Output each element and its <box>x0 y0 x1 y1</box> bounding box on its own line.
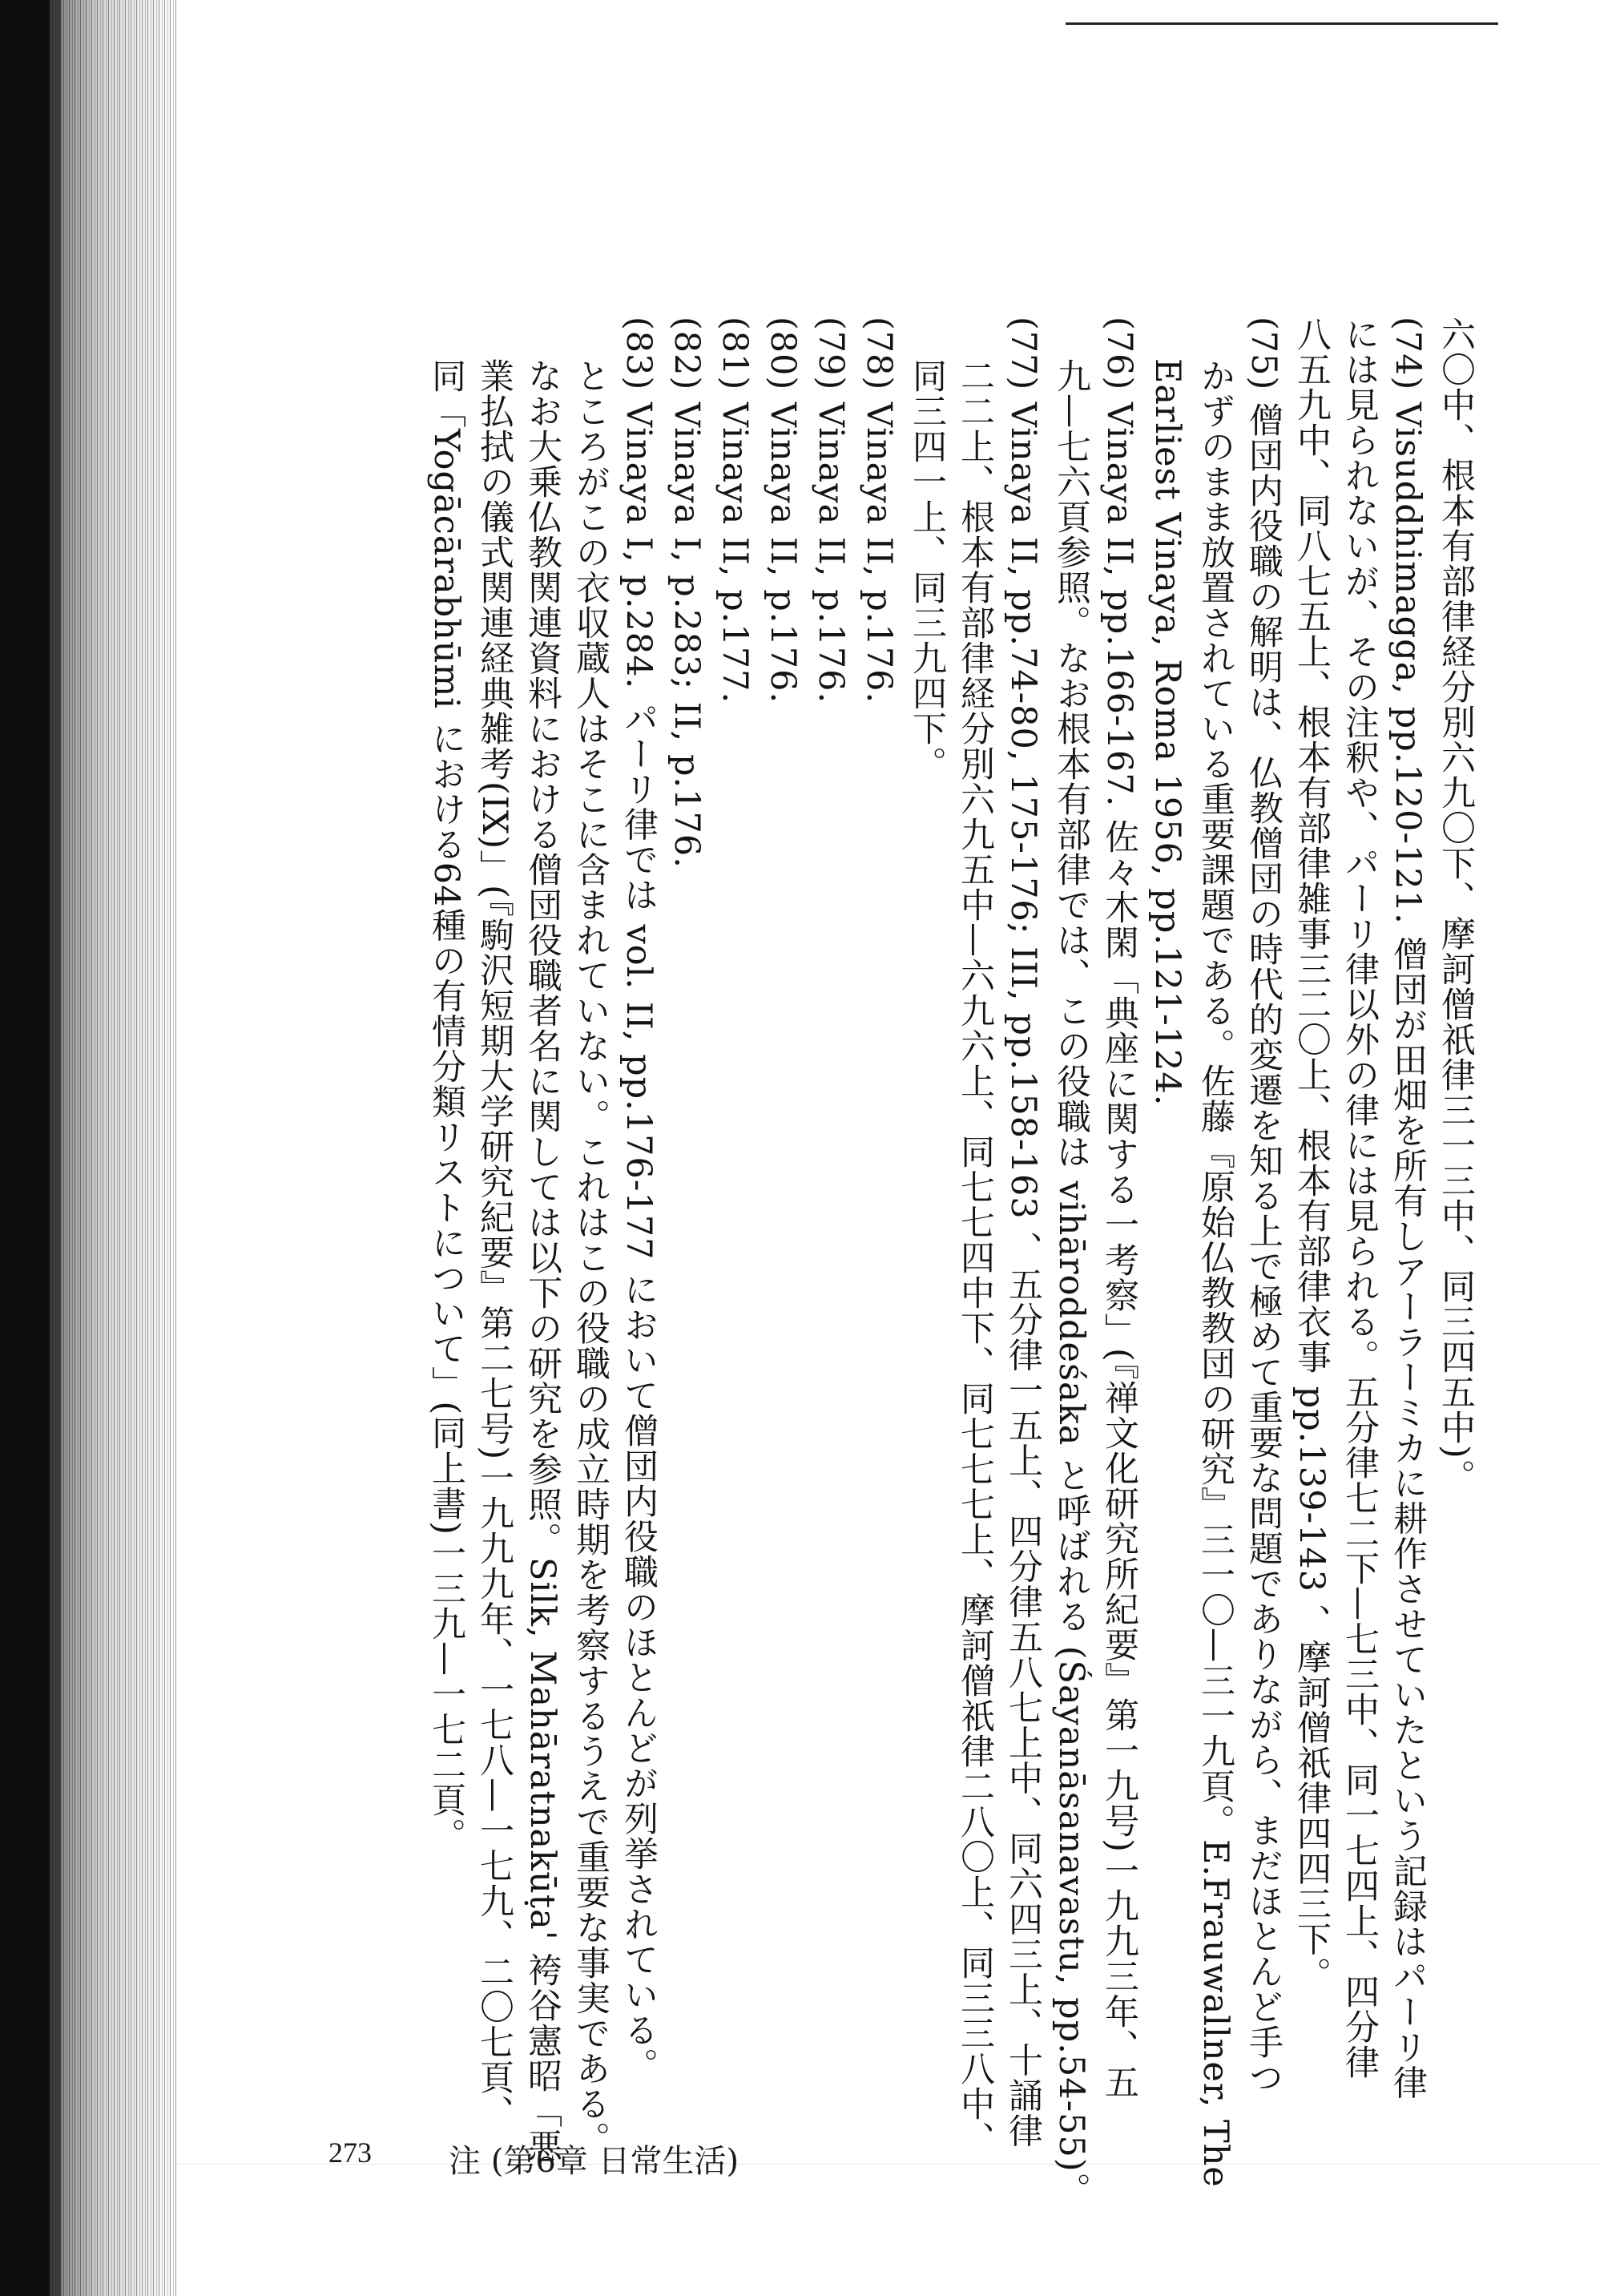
text-line: (76) Vinaya II, pp.166-167. 佐々木閑「典座に関する一考察」(『禅文化研究所紀要』第一九号)一九九三年、五 <box>1099 317 1139 2100</box>
text-line: (81) Vinaya II, p.177. <box>715 317 755 704</box>
text-line: (83) Vinaya I, p.284. パーリ律では vol. II, pp.176-177 において僧団内役職のほとんどが列挙されている。 <box>619 317 659 2084</box>
text-line: ところがこの衣収蔵人はそこに含まれていない。これはこの役職の成立時期を考察するうえで重要な事実である。 <box>570 358 611 2157</box>
top-rule-line <box>1066 22 1498 25</box>
text-line: かずのまま放置されている重要課題である。佐藤『原始仏教教団の研究』三一〇—三一九頁。E.Frauwallner, The <box>1195 358 1235 2188</box>
page-number: 273 <box>328 2137 372 2169</box>
text-line: (77) Vinaya II, pp.74-80, 175-176; III, pp.158-163 、五分律一五上、四分律五八七上中、同六四三上、十誦律 <box>1003 317 1043 2149</box>
text-line: (78) Vinaya II, p.176. <box>859 317 899 704</box>
text-line: (79) Vinaya II, p.176. <box>811 317 851 704</box>
text-line: 二二上、根本有部律経分別六九五中—六九六上、同七七四中下、同七七七上、摩訶僧祇律二八〇上、同三三八中、 <box>955 358 995 2157</box>
text-line: 六〇中、根本有部律経分別六九〇下、摩訶僧祇律三一三中、同三四五中)。 <box>1436 317 1476 1495</box>
text-line: (74) Visuddhimagga, pp.120-121. 僧団が田畑を所有しアーラーミカに耕作させていたという記録はパーリ律 <box>1388 317 1428 2100</box>
text-line: (75) 僧団内役職の解明は、仏教僧団の時代的変遷を知る上で極めて重要な問題でありながら、まだほとんど手つ <box>1243 317 1283 2095</box>
text-line: なお大乗仏教関連資料における僧団役職者名に関しては以下の研究を参照。Silk, Mahāratnakūṭa' 袴谷憲昭「悪 <box>522 358 562 2165</box>
text-line: 八五九中、同八七五上、根本有部律雑事三二〇上、根本有部律衣事 pp.139-143 、摩訶僧祇律四四三下。 <box>1292 317 1332 1992</box>
text-line: Earliest Vinaya, Roma 1956, pp.121-124. <box>1147 358 1187 1107</box>
text-line: (82) Vinaya I, p.283; II, p.176. <box>667 317 707 869</box>
text-line: 九—七六頁参照。なお根本有部律では、この役職は vihāroddeśaka と呼ばれる (Śayanāsanavastu, pp.54-55)。 <box>1051 358 1091 2208</box>
book-spine-dark-band <box>0 0 50 2296</box>
text-line: (80) Vinaya II, p.176. <box>763 317 803 704</box>
text-line: 同「Yogācārabhūmi における64種の有情分類リストについて」(同上書)一三九—一七二頁。 <box>426 358 466 1853</box>
page-footer <box>328 2136 1290 2184</box>
text-line: 同三四一上、同三九四下。 <box>907 358 947 781</box>
text-line: には見られないが、その注釈や、パーリ律以外の律には見られる。五分律七二下—七三中、同一七四上、四分律 <box>1340 317 1380 2080</box>
text-line: 業払拭の儀式関連経典雑考(IX)」(『駒沢短期大学研究紀要』第二七号)一九九九年、一七八—一七九、二〇七頁、 <box>474 358 514 2131</box>
book-spine-edge <box>50 0 61 2296</box>
running-head: 注 (第6章 日常生活) <box>449 2143 739 2180</box>
